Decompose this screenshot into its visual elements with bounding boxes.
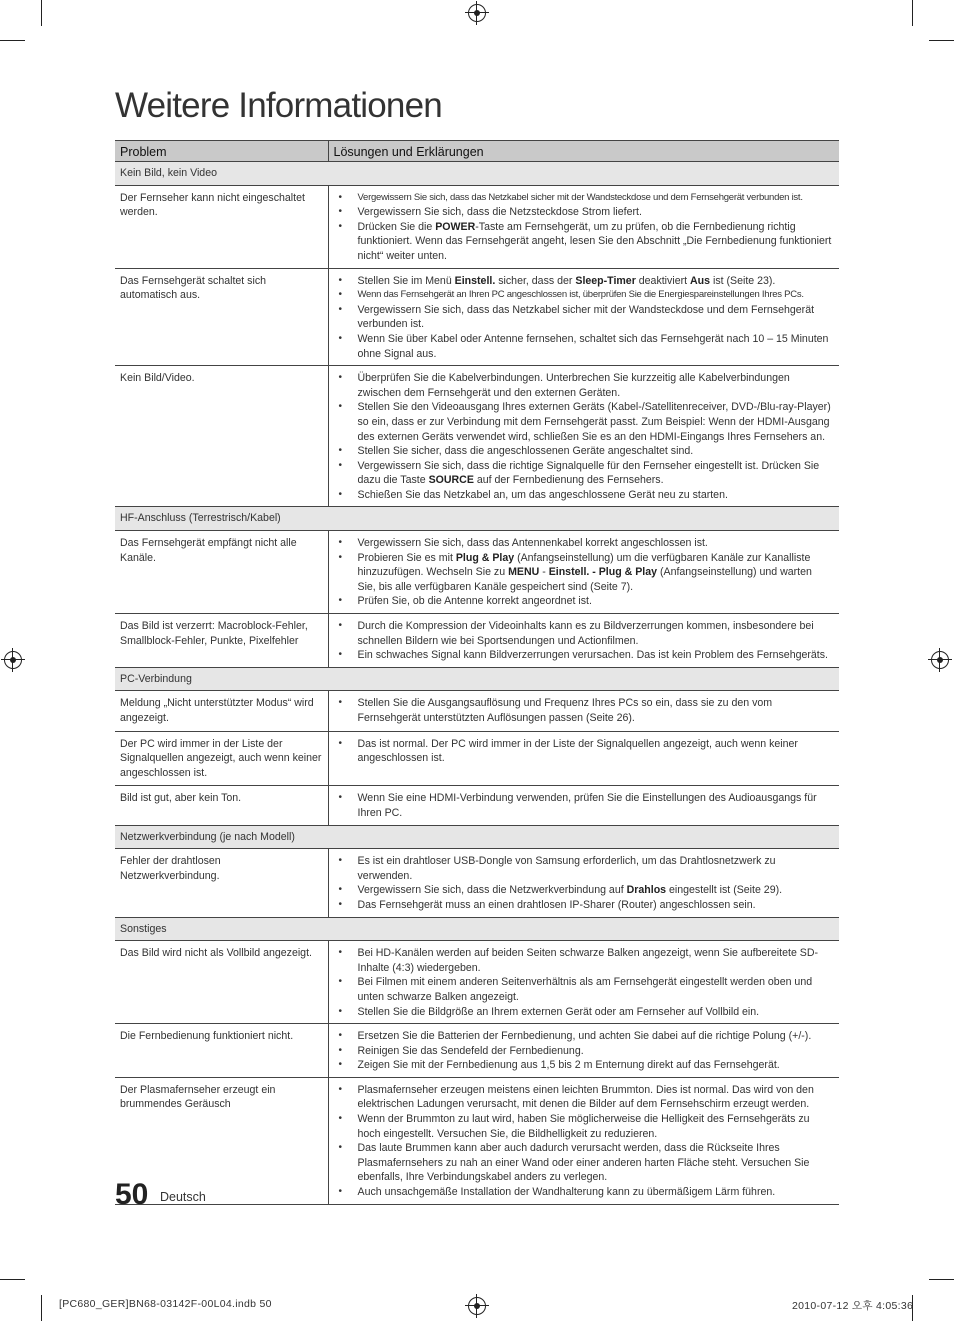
section-row: [115, 825, 839, 849]
menu-label: Einstell.: [454, 274, 496, 287]
troubleshooting-table: [115, 140, 839, 1205]
problem-cell: Meldung „Nicht unterstützter Modus“ wird angezeigt.: [115, 691, 328, 731]
list-item: • Stellen Sie sicher, dass die angeschlossenen Geräte angeschaltet sind.: [339, 444, 834, 459]
table-row: [115, 941, 839, 1024]
list-item: • Reinigen Sie das Sendefeld der Fernbedienung.: [339, 1044, 834, 1059]
table-header-row: [115, 141, 839, 162]
list-item: • Ein schwaches Signal kann Bildverzerrungen verursachen. Das ist kein Problem des Fernsehgeräts.: [339, 648, 834, 663]
list-item: • Wenn Sie eine HDMI-Verbindung verwenden, prüfen Sie die Einstellungen des Audioausgangs für Ihren PC.: [339, 791, 834, 820]
list-item: • Das laute Brummen kann aber auch dadurch verursacht werden, dass die Rückseite Ihres Plasmafernsehers zu nah an einer Wand oder einer anderen harten Fläche steht. Versuchen Sie ebenfalls, Ihre Verbindungskabel anders zu verlegen.: [339, 1141, 834, 1185]
list-item: • Auch unsachgemäße Installation der Wandhalterung kann zu übermäßigem Lärm führen.: [339, 1185, 834, 1200]
registration-mark-icon: [4, 651, 22, 669]
table-row: [115, 731, 839, 786]
text-run: Stellen Sie im Menü: [357, 274, 455, 287]
list-item: • Wenn das Fernsehgerät an Ihren PC angeschlossen ist, überprüfen Sie die Energiespareinstellungen Ihres PCs.: [339, 288, 834, 303]
list-item: • Prüfen Sie, ob die Antenne korrekt angeordnet ist.: [339, 594, 834, 609]
problem-cell: Der PC wird immer in der Liste der Signalquellen angezeigt, auch wenn keiner angeschlossen ist.: [115, 731, 328, 786]
table-row: [115, 1077, 839, 1204]
list-item: • Plasmafernseher erzeugen meistens einen leichten Brummton. Dies ist normal. Das wird von den elektrischen Ladungen verursacht, mit denen die Bilder auf dem Fernsehschirm erzeugt werden.: [339, 1083, 834, 1112]
page-title: Weitere Informationen: [115, 86, 442, 125]
footer-timestamp: 2010-07-12 오후 4:05:36: [792, 1300, 914, 1312]
problem-cell: Der Fernseher kann nicht eingeschaltet werden.: [115, 185, 328, 268]
text-run: -Taste am Fernsehgerät, um zu prüfen, ob die Fernbedienung richtig funktioniert. Wenn das Fernsehgerät angeht, lesen Sie den Abschnitt „Die Fernbedienung funktioniert nicht“ weiter unten.: [357, 220, 832, 262]
solution-cell: [328, 731, 839, 786]
list-item: [339, 274, 834, 289]
column-header-problem: Problem: [115, 141, 328, 162]
solution-cell: [328, 268, 839, 366]
crop-mark: [929, 1279, 954, 1280]
section-title: Kein Bild, kein Video: [115, 162, 839, 186]
crop-mark: [929, 40, 954, 41]
key-label: SOURCE: [428, 474, 474, 487]
registration-mark-icon: [468, 1297, 486, 1315]
text-run: sicher, dass der: [495, 274, 576, 287]
crop-mark: [0, 40, 25, 41]
table-row: [115, 1024, 839, 1078]
list-item: • Durch die Kompression der Videoinhalts kann es zu Bildverzerrungen kommen, insbesondere bei schnellen Bildern wie bei Sportsendungen und Actionfilmen.: [339, 619, 834, 648]
menu-label: Einstell. - Plug & Play: [548, 566, 658, 579]
problem-cell: Bild ist gut, aber kein Ton.: [115, 786, 328, 825]
problem-cell: Kein Bild/Video.: [115, 366, 328, 507]
list-item: • Schießen Sie das Netzkabel an, um das angeschlossene Gerät neu zu starten.: [339, 488, 834, 503]
problem-cell: Das Bild ist verzerrt: Macroblock-Fehler, Smallblock-Fehler, Punkte, Pixelfehler: [115, 614, 328, 668]
solution-cell: [328, 691, 839, 731]
solution-cell: [328, 185, 839, 268]
table-row: [115, 366, 839, 507]
solution-cell: [328, 849, 839, 917]
text-run: ist (Seite 23).: [710, 274, 776, 287]
list-item: • Bei HD-Kanälen werden auf beiden Seiten schwarze Balken angezeigt, wenn Sie aufbereitete SD-Inhalte (4:3) wiedergeben.: [339, 946, 834, 975]
text-run: (Anfangseinstellung) und warten Sie, bis alle verfügbaren Kanäle gespeichert sind (Seite 7).: [357, 566, 812, 593]
solution-cell: [328, 614, 839, 668]
list-item: [339, 220, 834, 264]
text-run: auf der Fernbedienung des Fernsehers.: [473, 474, 664, 487]
section-row: [115, 667, 839, 691]
text-run: Drücken Sie die: [357, 220, 436, 233]
list-item: • Vergewissern Sie sich, dass die Netzsteckdose Strom liefert.: [339, 205, 834, 220]
page-language: Deutsch: [160, 1190, 206, 1204]
section-row: [115, 162, 839, 186]
problem-cell: Der Plasmafernseher erzeugt ein brummendes Geräusch: [115, 1077, 328, 1204]
text-run: -: [539, 566, 549, 579]
table-row: [115, 614, 839, 668]
menu-label: Drahlos: [626, 884, 667, 897]
list-item: • Stellen Sie die Bildgröße an Ihrem externen Gerät oder am Fernseher auf Vollbild ein.: [339, 1005, 834, 1020]
section-title: Sonstiges: [115, 917, 839, 941]
list-item: • Vergewissern Sie sich, dass das Netzkabel sicher mit der Wandsteckdose und dem Fernsehgerät verbunden ist.: [339, 191, 834, 206]
text-run: (Anfangseinstellung) um die verfügbaren Kanäle zur Kanalliste hinzuzufügen. Wechseln Sie zu: [357, 551, 811, 579]
menu-label: Sleep-Timer: [575, 274, 636, 287]
solution-cell: [328, 786, 839, 825]
solution-cell: [328, 941, 839, 1024]
list-item: • Vergewissern Sie sich, dass das Netzkabel sicher mit der Wandsteckdose und dem Fernsehgerät verbunden ist.: [339, 303, 834, 332]
crop-mark: [41, 1295, 42, 1321]
crop-mark: [0, 1279, 25, 1280]
solution-cell: [328, 1077, 839, 1204]
registration-mark-icon: [931, 651, 949, 669]
table-row: [115, 786, 839, 825]
list-item: • Bei Filmen mit einem anderen Seitenverhältnis als am Fernsehgerät eingestellt werden oben und unten schwarze Balken angezeigt.: [339, 975, 834, 1004]
section-title: PC-Verbindung: [115, 667, 839, 691]
crop-mark: [912, 0, 913, 26]
problem-cell: Das Fernsehgerät schaltet sich automatisch aus.: [115, 268, 328, 366]
problem-cell: Die Fernbedienung funktioniert nicht.: [115, 1024, 328, 1078]
list-item: [339, 459, 834, 488]
list-item: • Stellen Sie den Videoausgang Ihres externen Geräts (Kabel-/Satellitenreceiver, DVD-/Blu-ray-Player) so ein, dass er zur Verbindung mit dem Fernsehgerät passt. Zum Beispiel: Wenn der HDMI-Ausgang des externen Geräts verwendet wird, schließen Sie es an den HDMI-Eingangs Ihres Fernsehers an.: [339, 400, 834, 444]
registration-mark-icon: [468, 4, 486, 22]
column-header-solutions: Lösungen und Erklärungen: [328, 141, 839, 162]
section-row: [115, 917, 839, 941]
table-row: [115, 531, 839, 614]
solution-cell: [328, 531, 839, 614]
list-item: • Ersetzen Sie die Batterien der Fernbedienung, und achten Sie dabei auf die richtige Polung (+/-).: [339, 1029, 834, 1044]
crop-mark: [41, 0, 42, 26]
menu-label: Aus: [690, 274, 711, 287]
list-item: • Zeigen Sie mit der Fernbedienung aus 1,5 bis 2 m Enternung direkt auf das Fernsehgerät.: [339, 1058, 834, 1073]
list-item: • Stellen Sie die Ausgangsauflösung und Frequenz Ihres PCs so ein, dass sie zu den vom Fernsehgerät unterstützten Auflösungen passen (Seite 26).: [339, 696, 834, 725]
list-item: • Das Fernsehgerät muss an einen drahtlosen IP-Sharer (Router) angeschlossen sein.: [339, 898, 834, 913]
page-number: 50: [115, 1178, 149, 1211]
text-run: deaktiviert: [635, 274, 690, 287]
list-item: • Überprüfen Sie die Kabelverbindungen. Unterbrechen Sie kurzzeitig alle Kabelverbindungen zwischen dem Fernsehgerät und den externen Geräten.: [339, 371, 834, 400]
text-run: Vergewissern Sie sich, dass die richtige Signalquelle für den Fernseher eingestellt ist. Drücken Sie dazu die Taste: [357, 459, 820, 487]
problem-cell: Das Fernsehgerät empfängt nicht alle Kanäle.: [115, 531, 328, 614]
section-title: HF-Anschluss (Terrestrisch/Kabel): [115, 507, 839, 531]
solution-cell: [328, 366, 839, 507]
key-label: MENU: [508, 566, 540, 579]
problem-cell: Fehler der drahtlosen Netzwerkverbindung.: [115, 849, 328, 917]
list-item: • Wenn Sie über Kabel oder Antenne fernsehen, schaltet sich das Fernsehgerät nach 10 – 15 Minuten ohne Signal aus.: [339, 332, 834, 361]
text-run: Probieren Sie es mit: [357, 551, 456, 564]
menu-label: Plug & Play: [455, 551, 515, 564]
key-label: POWER: [435, 220, 476, 233]
list-item: • Es ist ein drahtloser USB-Dongle von Samsung erforderlich, um das Drahtlosnetzwerk zu verwenden.: [339, 854, 834, 883]
list-item: • Das ist normal. Der PC wird immer in der Liste der Signalquellen angezeigt, auch wenn keiner angeschlossen ist.: [339, 737, 834, 766]
table-row: [115, 849, 839, 917]
footer-file-info: [PC680_GER]BN68-03142F-00L04.indb 50: [59, 1298, 272, 1310]
table-row: [115, 691, 839, 731]
solution-cell: [328, 1024, 839, 1078]
list-item: • Vergewissern Sie sich, dass das Antennenkabel korrekt angeschlossen ist.: [339, 536, 834, 551]
section-title: Netzwerkverbindung (je nach Modell): [115, 825, 839, 849]
list-item: [339, 551, 834, 595]
problem-cell: Das Bild wird nicht als Vollbild angezeigt.: [115, 941, 328, 1024]
table-row: [115, 185, 839, 268]
table-row: [115, 268, 839, 366]
section-row: [115, 507, 839, 531]
list-item: [339, 883, 834, 898]
text-run: Vergewissern Sie sich, dass die Netzwerkverbindung auf: [357, 884, 627, 897]
text-run: eingestellt ist (Seite 29).: [666, 884, 783, 897]
list-item: • Wenn der Brummton zu laut wird, haben Sie möglicherweise die Helligkeit des Fernsehgeräts zu hoch eingestellt. Versuchen Sie, die Bildhelligkeit zu reduzieren.: [339, 1112, 834, 1141]
